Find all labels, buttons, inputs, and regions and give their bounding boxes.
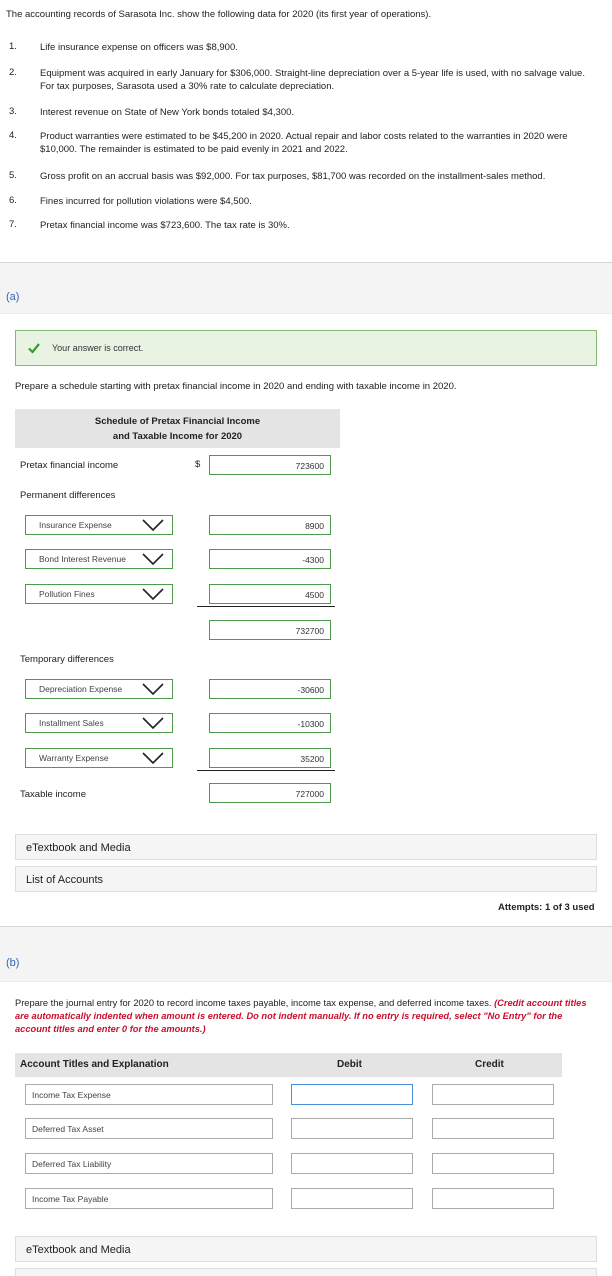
amount-input[interactable]: -10300: [209, 713, 331, 733]
amount-input[interactable]: 35200: [209, 748, 331, 768]
account-select[interactable]: Bond Interest Revenue: [25, 549, 173, 569]
credit-input[interactable]: [432, 1188, 554, 1209]
taxable-underline: [197, 770, 335, 771]
problem-intro: The accounting records of Sarasota Inc. show the following data for 2020 (its first year of operations).: [6, 9, 432, 20]
amount-input[interactable]: 4500: [209, 584, 331, 604]
chevron-down-icon: [142, 717, 164, 729]
part-a-header: [0, 262, 612, 314]
schedule-title: Schedule of Pretax Financial Income and Taxable Income for 2020: [15, 409, 340, 448]
debit-input[interactable]: [291, 1084, 413, 1105]
account-title-input[interactable]: Income Tax Expense: [25, 1084, 273, 1105]
account-select[interactable]: Warranty Expense: [25, 748, 173, 768]
part-b-instructions: Prepare the journal entry for 2020 to record income taxes payable, income tax expense, and deferred income taxes. (Credit account titles are automatically indented when amount is entered. Do not indent manually. If no entry is required, select "No Entry" for the account titles and enter 0 for the amounts.): [15, 998, 587, 1034]
credit-input[interactable]: [432, 1118, 554, 1139]
temporary-differences-label: Temporary differences: [20, 654, 114, 665]
part-a-label: (a): [6, 291, 20, 303]
checkmark-icon: [28, 342, 40, 354]
pretax-income-label: Pretax financial income: [20, 460, 119, 471]
chevron-down-icon: [142, 519, 164, 531]
amount-input[interactable]: -4300: [209, 549, 331, 569]
taxable-income-label: Taxable income: [20, 789, 87, 800]
taxable-income-input[interactable]: 727000: [209, 783, 331, 803]
account-select[interactable]: Depreciation Expense: [25, 679, 173, 699]
attempts-counter: Attempts: 1 of 3 used: [498, 902, 595, 913]
account-title-input[interactable]: Deferred Tax Asset: [25, 1118, 273, 1139]
part-b-header: [0, 926, 612, 982]
credit-input[interactable]: [432, 1084, 554, 1105]
subtotal-input[interactable]: 732700: [209, 620, 331, 640]
credit-column-header: Credit: [475, 1059, 504, 1070]
credit-input[interactable]: [432, 1153, 554, 1174]
correct-answer-text: Your answer is correct.: [52, 343, 144, 353]
account-select[interactable]: Insurance Expense: [25, 515, 173, 535]
pretax-income-input[interactable]: 723600: [209, 455, 331, 475]
dollar-sign: $: [195, 459, 201, 470]
correct-answer-banner: [15, 330, 597, 366]
chevron-down-icon: [142, 553, 164, 565]
debit-input[interactable]: [291, 1153, 413, 1174]
etextbook-media-button[interactable]: eTextbook and Media: [15, 1236, 597, 1262]
part-b-label: (b): [6, 957, 20, 969]
chevron-down-icon: [142, 683, 164, 695]
etextbook-media-button[interactable]: eTextbook and Media: [15, 834, 597, 860]
journal-table-header: [15, 1053, 562, 1077]
chevron-down-icon: [142, 752, 164, 764]
debit-input[interactable]: [291, 1188, 413, 1209]
account-select[interactable]: Installment Sales: [25, 713, 173, 733]
amount-input[interactable]: 8900: [209, 515, 331, 535]
next-link-box: [15, 1268, 597, 1276]
part-a-prompt: Prepare a schedule starting with pretax financial income in 2020 and ending with taxable income in 2020.: [15, 381, 457, 392]
debit-column-header: Debit: [337, 1059, 362, 1070]
chevron-down-icon: [142, 588, 164, 600]
account-title-input[interactable]: Income Tax Payable: [25, 1188, 273, 1209]
account-title-input[interactable]: Deferred Tax Liability: [25, 1153, 273, 1174]
permanent-differences-label: Permanent differences: [20, 490, 116, 501]
account-column-header: Account Titles and Explanation: [20, 1059, 169, 1070]
debit-input[interactable]: [291, 1118, 413, 1139]
amount-input[interactable]: -30600: [209, 679, 331, 699]
account-select[interactable]: Pollution Fines: [25, 584, 173, 604]
list-of-accounts-button[interactable]: List of Accounts: [15, 866, 597, 892]
subtotal-underline: [197, 606, 335, 607]
